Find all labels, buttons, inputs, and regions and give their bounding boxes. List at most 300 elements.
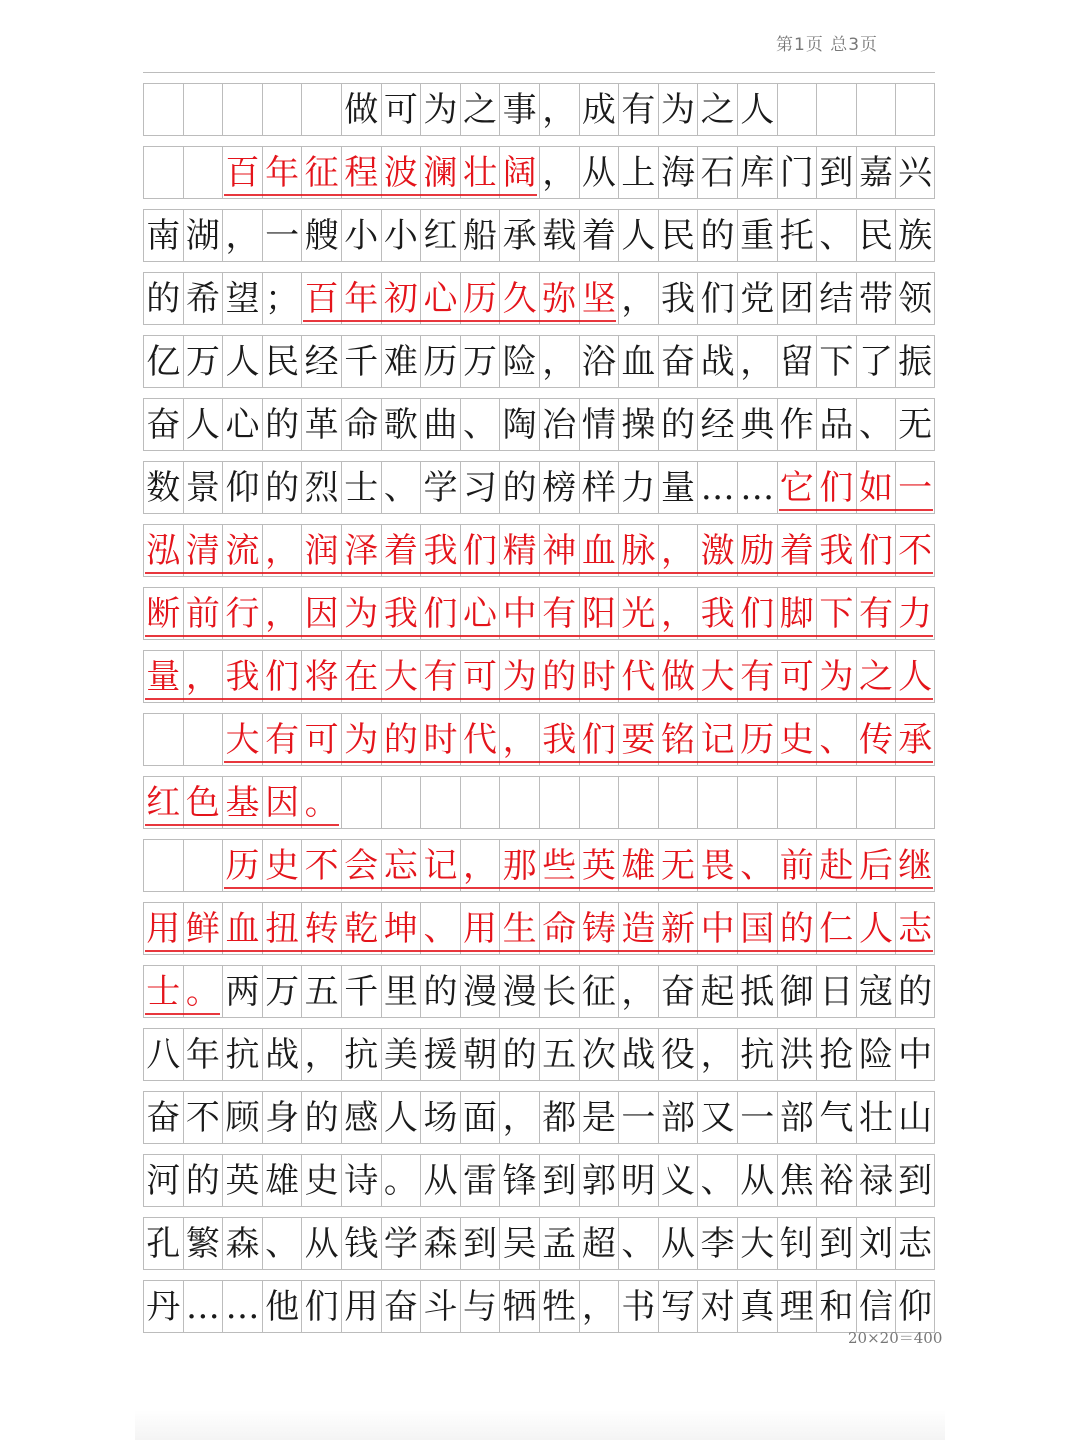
grid-cell: 不 xyxy=(895,525,935,576)
grid-cell xyxy=(777,84,817,135)
row-cells xyxy=(143,336,935,387)
grid-cell: 行 xyxy=(222,588,262,639)
grid-cell: 繁 xyxy=(183,1218,223,1269)
grid-cell: 战 xyxy=(697,336,737,387)
row-gap xyxy=(143,955,935,966)
grid-cell: 明 xyxy=(618,1155,658,1206)
row-cells xyxy=(143,651,935,702)
grid-cell: 年 xyxy=(183,1029,223,1080)
grid-cell: 有 xyxy=(420,651,460,702)
grid-cell: 着 xyxy=(381,525,421,576)
grid-cell: 为 xyxy=(499,651,539,702)
grid-cell: 领 xyxy=(895,273,935,324)
grid-cell: 到 xyxy=(460,1218,500,1269)
grid-cell: 大 xyxy=(222,714,262,765)
grid-cell: ， xyxy=(539,147,579,198)
grid-cell xyxy=(777,777,817,828)
grid-cell: 上 xyxy=(618,147,658,198)
grid-cell: 泽 xyxy=(341,525,381,576)
grid-cell: 会 xyxy=(341,840,381,891)
grid-cell: 到 xyxy=(816,1218,856,1269)
grid-cell: ， xyxy=(658,588,698,639)
essay-row xyxy=(143,702,935,765)
grid-cell: 的 xyxy=(262,399,302,450)
essay-row xyxy=(143,387,935,450)
grid-cell: 浴 xyxy=(579,336,619,387)
grid-cell: 民 xyxy=(262,336,302,387)
grid-cell: 要 xyxy=(618,714,658,765)
grid-cell: 陶 xyxy=(499,399,539,450)
row-cells xyxy=(143,1218,935,1269)
grid-cell: 我 xyxy=(381,588,421,639)
grid-cell: ， xyxy=(183,651,223,702)
grid-cell: 国 xyxy=(737,903,777,954)
grid-cell xyxy=(341,777,381,828)
grid-cell: 初 xyxy=(381,273,421,324)
grid-cell: 征 xyxy=(301,147,341,198)
grid-cell: 一 xyxy=(262,210,302,261)
grid-cell: 、 xyxy=(816,714,856,765)
essay-row xyxy=(143,198,935,261)
grid-cell: 、 xyxy=(262,1218,302,1269)
grid-cell xyxy=(816,777,856,828)
grid-cell: 石 xyxy=(697,147,737,198)
grid-cell xyxy=(183,147,223,198)
row-cells xyxy=(143,462,935,513)
grid-cell: 为 xyxy=(816,651,856,702)
grid-cell: 神 xyxy=(539,525,579,576)
grid-cell: 雄 xyxy=(262,1155,302,1206)
grid-cell: 们 xyxy=(856,525,896,576)
grid-cell: … xyxy=(183,1281,223,1332)
red-underline xyxy=(224,887,933,889)
grid-cell: 有 xyxy=(539,588,579,639)
grid-cell: 起 xyxy=(697,966,737,1017)
grid-cell: 们 xyxy=(737,588,777,639)
grid-cell: 可 xyxy=(777,651,817,702)
grid-cell: 士 xyxy=(143,966,183,1017)
grid-cell: 团 xyxy=(777,273,817,324)
grid-cell: 的 xyxy=(499,462,539,513)
red-underline xyxy=(145,698,933,700)
grid-cell xyxy=(856,84,896,135)
grid-cell: 时 xyxy=(420,714,460,765)
grid-cell: 志 xyxy=(895,903,935,954)
grid-cell: 、 xyxy=(381,462,421,513)
grid-cell: 。 xyxy=(183,966,223,1017)
grid-cell: 战 xyxy=(618,1029,658,1080)
grid-cell xyxy=(856,777,896,828)
grid-cell: 情 xyxy=(579,399,619,450)
grid-cell: 从 xyxy=(658,1218,698,1269)
grid-cell: 里 xyxy=(381,966,421,1017)
grid-cell: 波 xyxy=(381,147,421,198)
grid-cell: 历 xyxy=(420,336,460,387)
row-cells xyxy=(143,903,935,954)
red-underline xyxy=(145,635,933,637)
grid-cell: 裕 xyxy=(816,1155,856,1206)
grid-cell: 可 xyxy=(381,84,421,135)
grid-cell: 、 xyxy=(460,399,500,450)
grid-cell: 千 xyxy=(341,966,381,1017)
grid-cell: 漫 xyxy=(460,966,500,1017)
grid-cell: 量 xyxy=(143,651,183,702)
essay-row xyxy=(143,261,935,324)
grid-cell: 载 xyxy=(539,210,579,261)
grid-cell: 榜 xyxy=(539,462,579,513)
grid-cell: 兴 xyxy=(895,147,935,198)
grid-cell: 品 xyxy=(816,399,856,450)
grid-cell: 海 xyxy=(658,147,698,198)
grid-cell: 、 xyxy=(816,210,856,261)
grid-cell: 部 xyxy=(658,1092,698,1143)
grid-cell: 的 xyxy=(420,966,460,1017)
grid-cell: 难 xyxy=(381,336,421,387)
grid-cell xyxy=(737,777,777,828)
grid-cell: 红 xyxy=(143,777,183,828)
grid-cell: 们 xyxy=(301,1281,341,1332)
grid-cell: 之 xyxy=(856,651,896,702)
grid-cell: 之 xyxy=(460,84,500,135)
grid-cell: 心 xyxy=(222,399,262,450)
grid-cell: 流 xyxy=(222,525,262,576)
grid-cell: 牺 xyxy=(499,1281,539,1332)
grid-cell: 力 xyxy=(618,462,658,513)
grid-cell xyxy=(658,777,698,828)
grid-cell: 心 xyxy=(420,273,460,324)
row-cells xyxy=(143,714,935,765)
grid-cell: 澜 xyxy=(420,147,460,198)
red-underline xyxy=(145,950,933,952)
row-gap xyxy=(143,829,935,840)
grid-cell xyxy=(262,84,302,135)
grid-cell: 史 xyxy=(301,1155,341,1206)
grid-cell: ， xyxy=(539,84,579,135)
grid-cell: 壮 xyxy=(856,1092,896,1143)
grid-cell: 役 xyxy=(658,1029,698,1080)
grid-cell: 人 xyxy=(618,210,658,261)
grid-cell: 日 xyxy=(816,966,856,1017)
essay-row xyxy=(143,324,935,387)
grid-cell: ， xyxy=(262,588,302,639)
grid-cell: 士 xyxy=(341,462,381,513)
grid-cell: 希 xyxy=(183,273,223,324)
row-gap xyxy=(143,766,935,777)
grid-cell: 润 xyxy=(301,525,341,576)
grid-cell: 的 xyxy=(895,966,935,1017)
grid-cell: 仁 xyxy=(816,903,856,954)
row-gap xyxy=(143,640,935,651)
essay-row xyxy=(143,1017,935,1080)
grid-cell: 留 xyxy=(777,336,817,387)
grid-cell: 、 xyxy=(697,1155,737,1206)
grid-cell: 红 xyxy=(420,210,460,261)
grid-cell xyxy=(143,840,183,891)
grid-cell: 血 xyxy=(618,336,658,387)
grid-cell: 年 xyxy=(341,273,381,324)
grid-cell: 我 xyxy=(658,273,698,324)
grid-cell: 雷 xyxy=(460,1155,500,1206)
grid-cell: 学 xyxy=(381,1218,421,1269)
grid-cell: 禄 xyxy=(856,1155,896,1206)
grid-cell: 为 xyxy=(341,714,381,765)
grid-cell: 下 xyxy=(816,588,856,639)
grid-cell: 传 xyxy=(856,714,896,765)
grid-cell: 生 xyxy=(499,903,539,954)
essay-row xyxy=(143,1269,935,1332)
grid-cell: 光 xyxy=(618,588,658,639)
grid-cell: 写 xyxy=(658,1281,698,1332)
grid-cell: 与 xyxy=(460,1281,500,1332)
grid-cell: 民 xyxy=(658,210,698,261)
grid-cell: 船 xyxy=(460,210,500,261)
grid-cell: 们 xyxy=(816,462,856,513)
grid-cell: 森 xyxy=(420,1218,460,1269)
grid-cell: 阔 xyxy=(499,147,539,198)
row-gap xyxy=(143,73,935,84)
grid-cell: 嘉 xyxy=(856,147,896,198)
grid-cell: 扭 xyxy=(262,903,302,954)
grid-cell: 千 xyxy=(341,336,381,387)
grid-cell: 洪 xyxy=(777,1029,817,1080)
grid-cell: 的 xyxy=(381,714,421,765)
row-gap xyxy=(143,388,935,399)
grid-cell: 万 xyxy=(460,336,500,387)
grid-cell xyxy=(420,777,460,828)
grid-cell: ， xyxy=(499,1092,539,1143)
grid-cell: ， xyxy=(301,1029,341,1080)
grid-cell: 山 xyxy=(895,1092,935,1143)
grid-cell xyxy=(579,777,619,828)
grid-cell: 不 xyxy=(301,840,341,891)
grid-cell: 抵 xyxy=(737,966,777,1017)
grid-cell: 漫 xyxy=(499,966,539,1017)
grid-cell: 坤 xyxy=(381,903,421,954)
essay-row xyxy=(143,135,935,198)
grid-cell xyxy=(697,777,737,828)
grid-cell: 南 xyxy=(143,210,183,261)
grid-cell xyxy=(618,777,658,828)
grid-cell: 托 xyxy=(777,210,817,261)
red-underline xyxy=(145,824,339,826)
grid-cell: 大 xyxy=(697,651,737,702)
grid-cell: 人 xyxy=(737,84,777,135)
grid-cell: 奋 xyxy=(143,399,183,450)
grid-cell: 。 xyxy=(301,777,341,828)
grid-cell: 援 xyxy=(420,1029,460,1080)
grid-cell: 在 xyxy=(341,651,381,702)
grid-cell: 血 xyxy=(222,903,262,954)
row-gap xyxy=(143,1270,935,1281)
grid-cell: 门 xyxy=(777,147,817,198)
grid-cell: 代 xyxy=(618,651,658,702)
grid-cell: 钊 xyxy=(777,1218,817,1269)
grid-cell: 党 xyxy=(737,273,777,324)
grid-cell: 的 xyxy=(301,1092,341,1143)
grid-cell: 他 xyxy=(262,1281,302,1332)
grid-cell: 阳 xyxy=(579,588,619,639)
grid-cell: 、 xyxy=(737,840,777,891)
grid-cell: 奋 xyxy=(658,966,698,1017)
grid-cell: 、 xyxy=(856,399,896,450)
grid-cell: 人 xyxy=(895,651,935,702)
grid-cell: 、 xyxy=(420,903,460,954)
grid-cell: 血 xyxy=(579,525,619,576)
row-cells xyxy=(143,588,935,639)
grid-cell: 经 xyxy=(301,336,341,387)
grid-cell: 的 xyxy=(777,903,817,954)
grid-cell: 、 xyxy=(618,1218,658,1269)
grid-cell: ， xyxy=(618,966,658,1017)
grid-cell: 艘 xyxy=(301,210,341,261)
row-cells xyxy=(143,840,935,891)
grid-cell: 寇 xyxy=(856,966,896,1017)
row-gap xyxy=(143,451,935,462)
grid-cell: 雄 xyxy=(618,840,658,891)
grid-cell: 久 xyxy=(499,273,539,324)
row-gap xyxy=(143,325,935,336)
grid-cell: 大 xyxy=(737,1218,777,1269)
grid-cell: 习 xyxy=(460,462,500,513)
grid-cell: 我 xyxy=(697,588,737,639)
grid-cell: 可 xyxy=(460,651,500,702)
grid-cell: 我 xyxy=(539,714,579,765)
grid-cell: 忘 xyxy=(381,840,421,891)
grid-cell: 它 xyxy=(777,462,817,513)
grid-cell: 场 xyxy=(420,1092,460,1143)
grid-cell: 对 xyxy=(697,1281,737,1332)
grid-cell: 抗 xyxy=(222,1029,262,1080)
grid-cell xyxy=(183,84,223,135)
grid-cell: 都 xyxy=(539,1092,579,1143)
grid-cell: 族 xyxy=(895,210,935,261)
grid-cell: 郭 xyxy=(579,1155,619,1206)
grid-cell: 革 xyxy=(301,399,341,450)
grid-cell: 承 xyxy=(895,714,935,765)
grid-cell xyxy=(895,777,935,828)
grid-cell: 们 xyxy=(697,273,737,324)
row-cells xyxy=(143,966,935,1017)
grid-cell: 英 xyxy=(222,1155,262,1206)
grid-cell: 代 xyxy=(460,714,500,765)
grid-cell: 有 xyxy=(856,588,896,639)
grid-cell: 的 xyxy=(658,399,698,450)
grid-cell: ， xyxy=(222,210,262,261)
grid-count-label: 20×20＝400 xyxy=(848,1329,943,1347)
grid-cell xyxy=(381,777,421,828)
row-cells xyxy=(143,1155,935,1206)
grid-cell: 下 xyxy=(816,336,856,387)
grid-cell: 中 xyxy=(697,903,737,954)
grid-cell: 五 xyxy=(539,1029,579,1080)
grid-cell: ， xyxy=(460,840,500,891)
grid-cell: 诗 xyxy=(341,1155,381,1206)
grid-cell: 和 xyxy=(816,1281,856,1332)
grid-cell: 次 xyxy=(579,1029,619,1080)
grid-cell: 精 xyxy=(499,525,539,576)
row-cells xyxy=(143,1092,935,1143)
row-gap xyxy=(143,1018,935,1029)
grid-cell: 无 xyxy=(895,399,935,450)
grid-cell: 铸 xyxy=(579,903,619,954)
grid-cell: 部 xyxy=(777,1092,817,1143)
red-underline xyxy=(779,509,933,511)
grid-cell: 乾 xyxy=(341,903,381,954)
row-gap xyxy=(143,577,935,588)
grid-cell: ， xyxy=(499,714,539,765)
grid-cell: 超 xyxy=(579,1218,619,1269)
grid-cell: 操 xyxy=(618,399,658,450)
grid-cell: 历 xyxy=(460,273,500,324)
grid-cell: 信 xyxy=(856,1281,896,1332)
grid-cell: 结 xyxy=(816,273,856,324)
grid-cell: 壮 xyxy=(460,147,500,198)
grid-cell: 奋 xyxy=(381,1281,421,1332)
grid-cell: 烈 xyxy=(301,462,341,513)
grid-cell: 从 xyxy=(737,1155,777,1206)
essay-row xyxy=(143,891,935,954)
grid-cell: ； xyxy=(262,273,302,324)
grid-cell: 两 xyxy=(222,966,262,1017)
grid-cell: 身 xyxy=(262,1092,302,1143)
grid-cell: 的 xyxy=(697,210,737,261)
grid-cell: 力 xyxy=(895,588,935,639)
grid-cell: 库 xyxy=(737,147,777,198)
grid-cell: 小 xyxy=(381,210,421,261)
grid-bottom-line xyxy=(143,1332,935,1333)
grid-cell: 无 xyxy=(658,840,698,891)
grid-cell: 不 xyxy=(183,1092,223,1143)
grid-cell: 抗 xyxy=(341,1029,381,1080)
grid-cell: 刘 xyxy=(856,1218,896,1269)
grid-cell: 大 xyxy=(381,651,421,702)
grid-cell xyxy=(539,777,579,828)
grid-cell: 御 xyxy=(777,966,817,1017)
grid-cell: ， xyxy=(579,1281,619,1332)
grid-cell: 小 xyxy=(341,210,381,261)
grid-cell: 将 xyxy=(301,651,341,702)
row-gap xyxy=(143,1144,935,1155)
grid-cell: 前 xyxy=(777,840,817,891)
grid-cell: 中 xyxy=(499,588,539,639)
grid-cell: 时 xyxy=(579,651,619,702)
grid-cell: 一 xyxy=(895,462,935,513)
grid-cell: 着 xyxy=(777,525,817,576)
red-underline xyxy=(224,761,933,763)
grid-cell: 亿 xyxy=(143,336,183,387)
grid-cell xyxy=(143,84,183,135)
grid-cell: 为 xyxy=(341,588,381,639)
essay-row xyxy=(143,828,935,891)
grid-cell: 我 xyxy=(816,525,856,576)
row-gap xyxy=(143,514,935,525)
grid-cell: 的 xyxy=(143,273,183,324)
essay-row xyxy=(143,1206,935,1269)
grid-cell: 励 xyxy=(737,525,777,576)
grid-cell: 激 xyxy=(697,525,737,576)
grid-cell: 从 xyxy=(301,1218,341,1269)
grid-cell xyxy=(143,714,183,765)
grid-cell: 吴 xyxy=(499,1218,539,1269)
grid-cell: 八 xyxy=(143,1029,183,1080)
grid-cell: 美 xyxy=(381,1029,421,1080)
grid-cell: 理 xyxy=(777,1281,817,1332)
grid-cell: 森 xyxy=(222,1218,262,1269)
row-cells xyxy=(143,84,935,135)
grid-cell: … xyxy=(222,1281,262,1332)
row-gap xyxy=(143,892,935,903)
grid-cell: 牲 xyxy=(539,1281,579,1332)
